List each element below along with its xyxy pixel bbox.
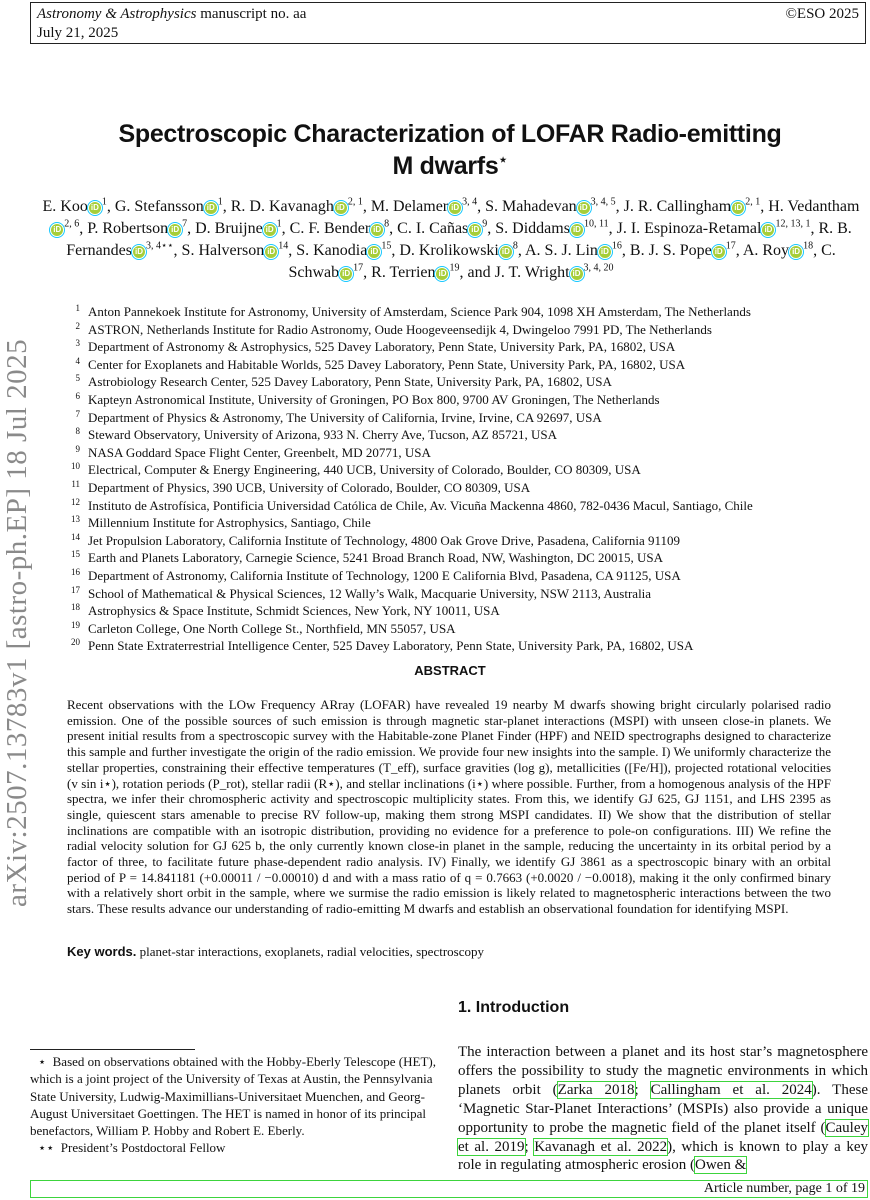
citation-link[interactable]: Owen & bbox=[695, 1157, 747, 1174]
author-separator: , bbox=[391, 242, 400, 259]
affiliation-number: 12 bbox=[71, 496, 80, 507]
author-affiliation-sup: 3, 4⋆⋆ bbox=[146, 240, 174, 252]
affiliation-text: Millennium Institute for Astrophysics, Santiago, Chile bbox=[88, 515, 371, 531]
affiliation-number: 1 bbox=[75, 303, 80, 313]
orcid-icon[interactable]: iD bbox=[471, 225, 480, 234]
affiliation-text: Astrobiology Research Center, 525 Davey Laboratory, Penn State, University Park, PA, 16802, USA bbox=[88, 374, 612, 390]
author-separator: , bbox=[173, 242, 182, 259]
affiliation-item bbox=[64, 549, 854, 567]
paper-title bbox=[60, 118, 840, 182]
author-separator: , bbox=[187, 220, 196, 237]
affiliation-number: 4 bbox=[75, 355, 80, 366]
journal-name: Astronomy & Astrophysics bbox=[37, 6, 197, 22]
orcid-icon[interactable]: iD bbox=[135, 247, 144, 256]
author-separator: , bbox=[621, 242, 630, 259]
orcid-icon[interactable]: iD bbox=[342, 269, 351, 278]
affiliation-number: 5 bbox=[75, 373, 80, 384]
intro-text-5: ), which is known to play a key role in regulating atmospheric erosion ( bbox=[458, 1138, 868, 1174]
affiliation-number: 20 bbox=[71, 637, 80, 648]
author-affiliation-sup: 2, 6 bbox=[64, 218, 80, 230]
author-separator: , bbox=[222, 198, 231, 215]
author-affiliation-sup: 16 bbox=[611, 240, 622, 252]
section-heading-introduction: 1. Introduction bbox=[458, 999, 570, 1016]
author-affiliation-sup: 10, 11 bbox=[583, 218, 609, 230]
author-separator: , bbox=[288, 242, 297, 259]
affiliation-text: Astrophysics & Space Institute, Schmidt Sciences, New York, NY 10011, USA bbox=[88, 603, 500, 619]
orcid-icon[interactable]: iD bbox=[579, 203, 588, 212]
affiliation-number: 13 bbox=[71, 514, 80, 525]
author-affiliation-sup: 17 bbox=[353, 262, 364, 274]
affiliation-text: Department of Astronomy & Astrophysics, 525 Davey Laboratory, Penn State, University Park, PA, 16802, USA bbox=[88, 339, 676, 355]
affiliation-item bbox=[64, 461, 854, 479]
footnote-mark: ⋆ bbox=[38, 1054, 47, 1069]
affiliation-number: 19 bbox=[71, 619, 80, 630]
orcid-icon[interactable]: iD bbox=[764, 225, 773, 234]
citation-link[interactable]: Zarka 2018 bbox=[557, 1081, 635, 1098]
orcid-icon[interactable]: iD bbox=[90, 203, 99, 212]
affiliation-text: Anton Pannekoek Institute for Astronomy, University of Amsterdam, Science Park 904, 1098 XH Amsterdam, The Netherlands bbox=[88, 304, 751, 319]
author-name: E. Koo bbox=[42, 198, 88, 215]
affiliation-list bbox=[64, 303, 854, 655]
orcid-icon[interactable]: iD bbox=[370, 247, 379, 256]
author-separator: , bbox=[813, 242, 822, 259]
orcid-icon[interactable]: iD bbox=[171, 225, 180, 234]
author-separator: , bbox=[477, 198, 486, 215]
title-footnote-mark[interactable]: ⋆ bbox=[498, 151, 508, 169]
author-separator: , bbox=[760, 198, 769, 215]
manuscript-label: manuscript no. aa bbox=[196, 6, 307, 22]
intro-text-4: ; bbox=[524, 1138, 535, 1155]
footnotes bbox=[30, 1053, 440, 1157]
footnote-mark: ⋆⋆ bbox=[38, 1140, 55, 1156]
affiliation-number: 3 bbox=[75, 338, 80, 349]
affiliation-text: Earth and Planets Laboratory, Carnegie Science, 5241 Broad Branch Road, NW, Washington, DC 20015, USA bbox=[88, 550, 664, 566]
orcid-icon[interactable]: iD bbox=[53, 225, 62, 234]
author-name: B. J. S. Pope bbox=[629, 242, 712, 259]
affiliation-item bbox=[64, 373, 854, 391]
author-affiliation-sup: 12, 13, 1 bbox=[775, 218, 811, 230]
author-separator: , bbox=[281, 220, 290, 237]
affiliation-item bbox=[64, 444, 854, 462]
orcid-icon[interactable]: iD bbox=[734, 203, 743, 212]
footnote-text: Based on observations obtained with the Hobby-Eberly Telescope (HET), which is a joint project of the University of Texas at Austin, the Pennsylvania State University, Ludwig-Maximillians-Universitaet Muenchen, and Georg-August Universitaet Goettingen. The HET is named in honor of its principal benefactors, William P. Hobby and Robert E. Eberly. bbox=[30, 1054, 436, 1139]
author-name: M. Delamer bbox=[370, 198, 449, 215]
orcid-icon[interactable]: iD bbox=[438, 269, 447, 278]
orcid-icon[interactable]: iD bbox=[600, 247, 609, 256]
affiliation-item bbox=[64, 567, 854, 585]
author-separator: , bbox=[389, 220, 398, 237]
affiliation-number: 2 bbox=[75, 320, 80, 331]
author-affiliation-sup: 14 bbox=[278, 240, 289, 252]
orcid-icon[interactable]: iD bbox=[714, 247, 723, 256]
author-separator: , bbox=[487, 220, 496, 237]
author-separator: , and bbox=[459, 264, 495, 281]
keywords bbox=[67, 944, 831, 960]
orcid-icon[interactable]: iD bbox=[572, 225, 581, 234]
orcid-icon[interactable]: iD bbox=[572, 269, 581, 278]
affiliation-item bbox=[64, 303, 854, 321]
running-header bbox=[30, 2, 866, 44]
author-affiliation-sup: 1 bbox=[101, 196, 107, 208]
author-separator: , bbox=[106, 198, 115, 215]
author-name: R. D. Kavanagh bbox=[230, 198, 334, 215]
affiliation-item bbox=[64, 409, 854, 427]
author-separator: , bbox=[608, 220, 617, 237]
affiliation-text: Jet Propulsion Laboratory, California Institute of Technology, 4800 Oak Grove Drive, Pasadena, California 91109 bbox=[88, 532, 681, 548]
author-name: J. R. Callingham bbox=[623, 198, 732, 215]
author-name: J. T. Wright bbox=[494, 264, 570, 281]
author-affiliation-sup: 8 bbox=[384, 218, 390, 230]
affiliation-number: 10 bbox=[71, 461, 80, 472]
footnote-1 bbox=[30, 1053, 440, 1139]
affiliation-item bbox=[64, 338, 854, 356]
author-name: R. B. Fernandes bbox=[66, 220, 852, 259]
author-affiliation-sup: 2, 1 bbox=[347, 196, 363, 208]
orcid-icon[interactable]: iD bbox=[501, 247, 510, 256]
author-affiliation-sup: 3, 4, 20 bbox=[583, 262, 614, 274]
author-separator: , bbox=[735, 242, 743, 259]
author-affiliation-sup: 19 bbox=[449, 262, 460, 274]
author-affiliation-sup: 17 bbox=[725, 240, 736, 252]
affiliation-text: Penn State Extraterrestrial Intelligence Center, 525 Davey Laboratory, Penn State, University Park, PA, 16802, USA bbox=[88, 638, 694, 654]
affiliation-item bbox=[64, 602, 854, 620]
intro-text-2: ; bbox=[634, 1081, 651, 1098]
affiliation-text: Electrical, Computer & Energy Engineering, 440 UCB, University of Colorado, Boulder, CO 80309, USA bbox=[88, 462, 641, 478]
title-line-2: M dwarfs bbox=[392, 152, 499, 180]
affiliation-text: ASTRON, Netherlands Institute for Radio Astronomy, Oude Hoogeveensedijk 4, Dwingeloo 7991 PD, The Netherlands bbox=[88, 321, 712, 337]
copyright: ©ESO 2025 bbox=[785, 6, 859, 22]
author-name: A. Roy bbox=[742, 242, 790, 259]
author-name: C. F. Bender bbox=[289, 220, 371, 237]
affiliation-item bbox=[64, 479, 854, 497]
author-separator: , bbox=[363, 264, 372, 281]
keywords-text: planet-star interactions, exoplanets, radial velocities, spectroscopy bbox=[139, 944, 484, 959]
author-name: P. Robertson bbox=[87, 220, 169, 237]
author-separator: , bbox=[615, 198, 624, 215]
affiliation-item bbox=[64, 514, 854, 532]
author-separator: , bbox=[810, 220, 819, 237]
affiliation-number: 17 bbox=[71, 584, 80, 595]
author-name: H. Vedantham bbox=[768, 198, 860, 215]
affiliation-number: 7 bbox=[75, 408, 80, 419]
affiliation-text: Carleton College, One North College St., Northfield, MN 55057, USA bbox=[88, 620, 456, 636]
affiliation-text: NASA Goddard Space Flight Center, Greenbelt, MD 20771, USA bbox=[88, 444, 431, 460]
affiliation-number: 9 bbox=[75, 443, 80, 454]
affiliation-text: Center for Exoplanets and Habitable Worlds, 525 Davey Laboratory, Penn State, University Park, PA, 16802, USA bbox=[88, 356, 686, 372]
orcid-icon[interactable]: iD bbox=[206, 203, 215, 212]
affiliation-item bbox=[64, 585, 854, 603]
affiliation-text: Instituto de Astrofísica, Pontificia Universidad Católica de Chile, Av. Vicuña Mackenna 4860, 782-0436 Macul, Santiago, Chile bbox=[88, 497, 753, 513]
author-affiliation-sup: 7 bbox=[182, 218, 188, 230]
author-name: C. I. Cañas bbox=[397, 220, 469, 237]
author-affiliation-sup: 1 bbox=[276, 218, 282, 230]
orcid-icon[interactable]: iD bbox=[373, 225, 382, 234]
orcid-icon[interactable]: iD bbox=[267, 247, 276, 256]
author-separator: , bbox=[362, 198, 371, 215]
affiliation-item bbox=[64, 321, 854, 339]
affiliation-item bbox=[64, 426, 854, 444]
citation-link[interactable]: Cauley et al. 2019 bbox=[458, 1119, 868, 1155]
author-name: S. Kanodia bbox=[296, 242, 368, 259]
author-separator: , bbox=[79, 220, 88, 237]
author-name: J. I. Espinoza-Retamal bbox=[616, 220, 762, 237]
affiliation-item bbox=[64, 391, 854, 409]
affiliation-number: 14 bbox=[71, 531, 80, 542]
introduction-paragraph bbox=[458, 1043, 868, 1175]
author-affiliation-sup: 9 bbox=[482, 218, 488, 230]
author-name: A. S. J. Lin bbox=[525, 242, 598, 259]
author-affiliation-sup: 3, 4, 5 bbox=[590, 196, 616, 208]
intro-text-3: ). These ‘Magnetic Star-Planet Interactions’ (MSPIs) also provide a unique opportunity to probe the magnetic field of the planet itself ( bbox=[458, 1081, 868, 1136]
author-affiliation-sup: 3, 4 bbox=[462, 196, 478, 208]
orcid-icon[interactable]: iD bbox=[336, 203, 345, 212]
footnote-text: President’s Postdoctoral Fellow bbox=[60, 1140, 226, 1156]
author-name: S. Mahadevan bbox=[485, 198, 577, 215]
affiliation-item bbox=[64, 356, 854, 374]
citation-link[interactable]: Callingham et al. 2024 bbox=[650, 1081, 812, 1098]
affiliation-item bbox=[64, 620, 854, 638]
abstract-heading: ABSTRACT bbox=[414, 663, 486, 678]
intro-text-1: The interaction between a planet and its host star’s magnetosphere offers the possibility to study the magnetic environments in which planets orbit ( bbox=[458, 1044, 868, 1098]
affiliation-item bbox=[64, 637, 854, 655]
author-name: C. Schwab bbox=[288, 242, 836, 281]
affiliation-text: Kapteyn Astronomical Institute, University of Groningen, PO Box 800, 9700 AV Groningen, The Netherlands bbox=[88, 391, 660, 407]
affiliation-item bbox=[64, 532, 854, 550]
author-list bbox=[40, 196, 862, 284]
footnote-2 bbox=[30, 1139, 440, 1156]
citation-link[interactable]: Kavanagh et al. 2022 bbox=[534, 1138, 668, 1155]
affiliation-text: Department of Astronomy, California Institute of Technology, 1200 E California Blvd, Pasadena, CA 91125, USA bbox=[88, 567, 681, 583]
author-name: S. Diddams bbox=[495, 220, 570, 237]
affiliation-number: 16 bbox=[71, 566, 80, 577]
author-affiliation-sup: 15 bbox=[381, 240, 392, 252]
author-affiliation-sup: 2, 1 bbox=[745, 196, 761, 208]
author-name: G. Stefansson bbox=[114, 198, 204, 215]
author-name: R. Terrien bbox=[371, 264, 436, 281]
orcid-icon[interactable]: iD bbox=[265, 225, 274, 234]
author-name: D. Bruijne bbox=[195, 220, 263, 237]
author-affiliation-sup: 8 bbox=[512, 240, 518, 252]
abstract-body: Recent observations with the LOw Frequency ARray (LOFAR) have revealed 19 nearby M dwarfs showing bright circularly polarised radio emission. One of the possible sources of such emission is through magnetic star-planet interactions (MSPI) with unseen close-in planets. We present initial results from a spectroscopic survey with the Habitable-zone Planet Finder (HPF) and NEID spectrographs designed to characterize this sample and further investigate the origin of the radio emission. We provide four new insights into the sample. I) We uniformly characterize the stellar properties, constraining their effective temperatures (T_eff), surface gravities (log g), metallicities ([Fe/H]), projected rotational velocities (v sin i⋆), rotation periods (P_rot), stellar radii (R⋆), and stellar inclinations (i⋆) where possible. Further, from a homogenous analysis of the HPF spectra, we infer their chromospheric activity and spectroscopic multiplicity states. From this, we identify GJ 625, GJ 1151, and LHS 2395 as single, quiescent stars amenable to precise RV follow-up, making them strong MSPI candidates. II) We show that the distribution of stellar inclinations are compatible with an isotropic distribution, providing no evidence for a preference to pole-on configurations. III) We refine the radial velocity solution for GJ 625 b, the only currently known close-in planet in the sample, reducing the uncertainty in its orbital period by a factor of three, to facilitate future phase-dependent radio analysis. IV) Finally, we identify GJ 3861 as a spectroscopic binary with an orbital period of P = 14.841181 (+0.00011 / −0.00010) d and with a mass ratio of q = 0.7663 (+0.0020 / −0.0018), making it the only confirmed binary with a relatively short orbit in the sample, where we surmise the radio emission is likely related to magnetospheric interactions between the two stars. These results advance our understanding of radio-emitting M dwarfs and establish an observational foundation for identifying MSPI. bbox=[67, 697, 831, 917]
author-name: S. Halverson bbox=[181, 242, 265, 259]
keywords-label: Key words. bbox=[67, 944, 137, 959]
author-affiliation-sup: 18 bbox=[803, 240, 814, 252]
author-name: D. Krolikowski bbox=[399, 242, 499, 259]
arxiv-stamp: arXiv:2507.13783v1 [astro-ph.EP] 18 Jul 2025 bbox=[1, 338, 33, 907]
affiliation-text: School of Mathematical & Physical Sciences, 12 Wally’s Walk, Macquarie University, NSW 2113, Australia bbox=[88, 585, 652, 601]
footnote-rule bbox=[30, 1049, 195, 1050]
affiliation-text: Steward Observatory, University of Arizona, 933 N. Cherry Ave, Tucson, AZ 85721, USA bbox=[88, 427, 558, 443]
author-affiliation-sup: 1 bbox=[217, 196, 223, 208]
affiliation-text: Department of Physics, 390 UCB, University of Colorado, Boulder, CO 80309, USA bbox=[88, 479, 531, 495]
page-footer-link[interactable]: Article number, page 1 of 19 bbox=[30, 1180, 868, 1198]
affiliation-number: 18 bbox=[71, 602, 80, 613]
affiliation-number: 8 bbox=[75, 426, 80, 437]
affiliation-number: 11 bbox=[71, 478, 80, 489]
header-date: July 21, 2025 bbox=[37, 25, 119, 41]
orcid-icon[interactable]: iD bbox=[792, 247, 801, 256]
affiliation-number: 6 bbox=[75, 390, 80, 401]
affiliation-item bbox=[64, 497, 854, 515]
affiliation-number: 15 bbox=[71, 549, 80, 560]
title-line-1: Spectroscopic Characterization of LOFAR Radio-emitting bbox=[118, 120, 782, 148]
author-separator: , bbox=[517, 242, 525, 259]
affiliation-text: Department of Physics & Astronomy, The University of California, Irvine, Irvine, CA 92697, USA bbox=[88, 409, 602, 425]
orcid-icon[interactable]: iD bbox=[451, 203, 460, 212]
